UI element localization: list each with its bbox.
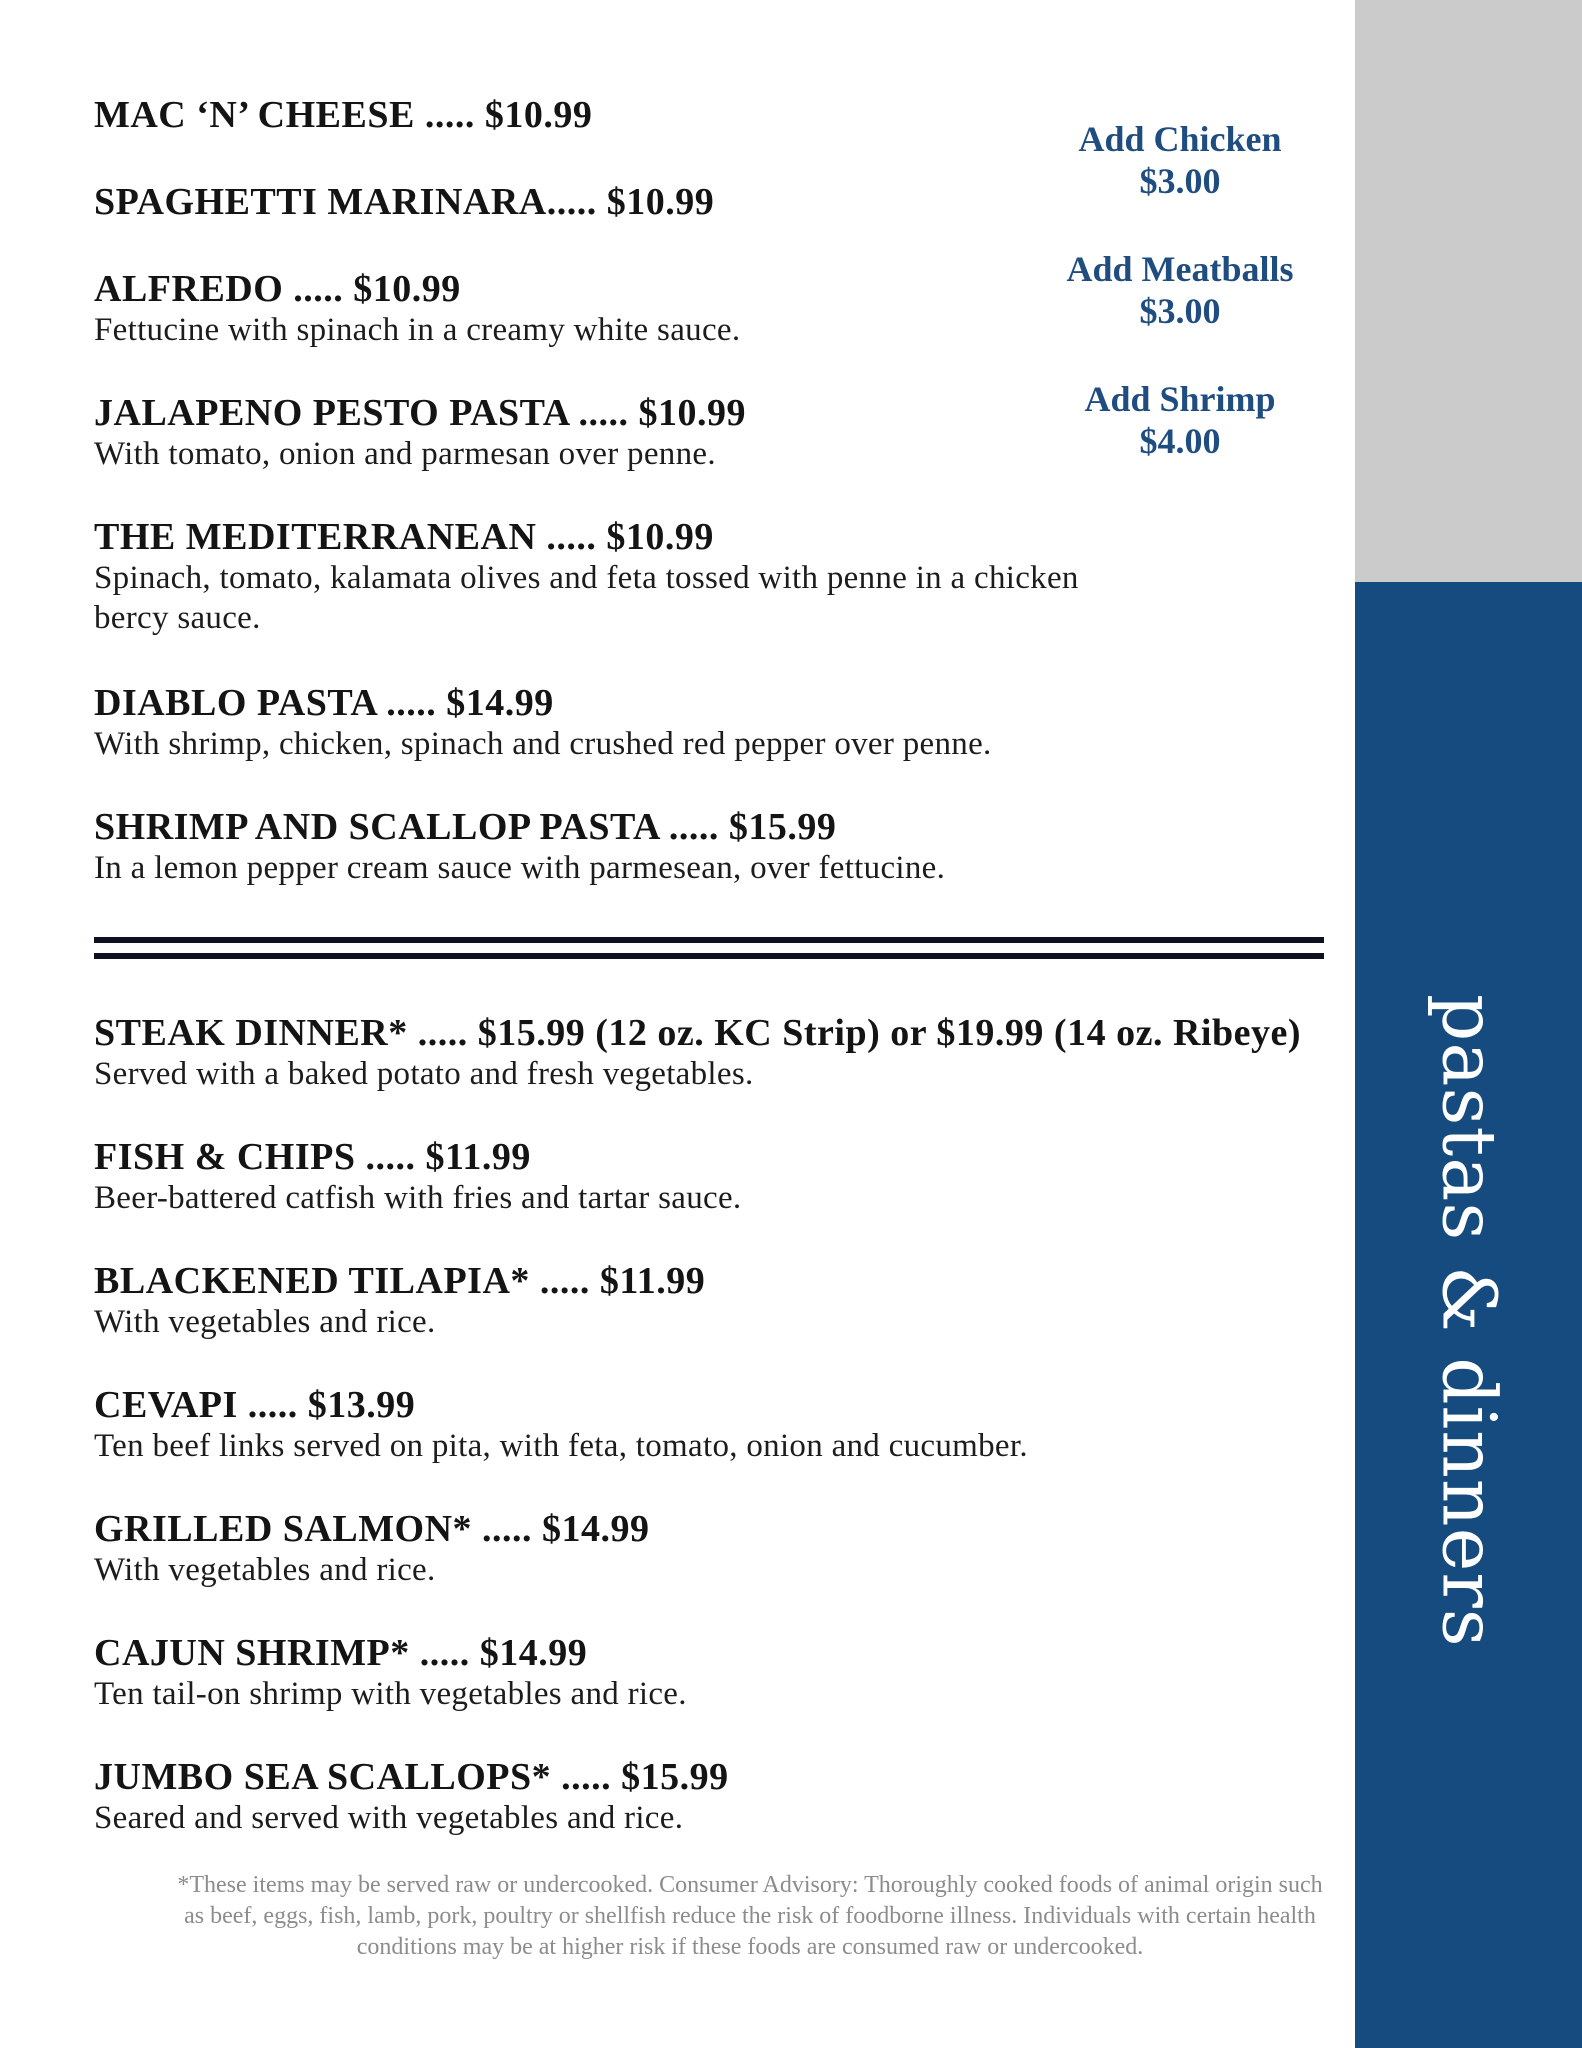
menu-item-description: Fettucine with spinach in a creamy white sauce. <box>94 312 741 348</box>
menu-item-name: CEVAPI ..... $13.99 <box>94 1384 416 1426</box>
menu-item <box>94 806 1344 888</box>
sidebar-top-panel <box>1355 0 1582 582</box>
menu-item-name: THE MEDITERRANEAN ..... $10.99 <box>94 516 714 558</box>
menu-item-name: SPAGHETTI MARINARA..... $10.99 <box>94 181 715 223</box>
menu-item-description: Spinach, tomato, kalamata olives and feta tossed with penne in a chicken bercy sauce. <box>94 560 1079 636</box>
consumer-advisory <box>90 1870 1410 1963</box>
divider-line <box>94 937 1324 943</box>
menu-item-description: With vegetables and rice. <box>94 1304 436 1340</box>
menu-item-description: In a lemon pepper cream sauce with parmesean, over fettucine. <box>94 850 946 886</box>
menu-item-name: JUMBO SEA SCALLOPS* ..... $15.99 <box>94 1756 729 1798</box>
sidebar-title-wrap <box>1355 582 1582 2048</box>
advisory-line: conditions may be at higher risk if these foods are consumed raw or undercooked. <box>356 1934 1144 1960</box>
menu-item-description: Beer-battered catfish with fries and tartar sauce. <box>94 1180 742 1216</box>
menu-item-description: With tomato, onion and parmesan over penne. <box>94 436 716 472</box>
menu-item-name: JALAPENO PESTO PASTA ..... $10.99 <box>94 392 747 434</box>
addon-price: $3.00 <box>1139 291 1221 331</box>
menu-item-description: Served with a baked potato and fresh vegetables. <box>94 1056 754 1092</box>
menu-item-name: DIABLO PASTA ..... $14.99 <box>94 682 554 724</box>
menu-item-name: STEAK DINNER* ..... $15.99 (12 oz. KC Strip) or $19.99 (14 oz. Ribeye) <box>94 1012 1301 1054</box>
menu-item-description: Seared and served with vegetables and rice. <box>94 1800 684 1836</box>
addon-meatballs <box>1040 248 1320 332</box>
menu-item <box>94 1260 1344 1342</box>
menu-item-name: CAJUN SHRIMP* ..... $14.99 <box>94 1632 588 1674</box>
menu-item-name: SHRIMP AND SCALLOP PASTA ..... $15.99 <box>94 806 837 848</box>
advisory-line: *These items may be served raw or undercooked. Consumer Advisory: Thoroughly cooked foods of animal origin such <box>177 1872 1323 1898</box>
menu-item-name: MAC ‘N’ CHEESE ..... $10.99 <box>94 94 593 136</box>
menu-item <box>94 1632 1344 1714</box>
menu-item <box>94 1136 1344 1218</box>
menu-item-name: ALFREDO ..... $10.99 <box>94 268 461 310</box>
addon-shrimp <box>1040 378 1320 462</box>
advisory-line: as beef, eggs, fish, lamb, pork, poultry or shellfish reduce the risk of foodborne illness. Individuals with certain health <box>184 1903 1316 1929</box>
addon-label: Add Shrimp <box>1084 379 1276 419</box>
menu-item-name: FISH & CHIPS ..... $11.99 <box>94 1136 531 1178</box>
menu-item <box>94 1508 1344 1590</box>
section-title: pastas & dinners <box>1425 994 1512 1648</box>
addon-label: Add Chicken <box>1078 119 1282 159</box>
menu-item-description: Ten tail-on shrimp with vegetables and rice. <box>94 1676 687 1712</box>
addon-price: $4.00 <box>1139 421 1221 461</box>
menu-item <box>94 1756 1344 1838</box>
menu-item-name: GRILLED SALMON* ..... $14.99 <box>94 1508 650 1550</box>
menu-item-name: BLACKENED TILAPIA* ..... $11.99 <box>94 1260 706 1302</box>
pasta-addons <box>1040 118 1320 508</box>
menu-item <box>94 1384 1344 1466</box>
menu-item <box>94 682 1344 764</box>
menu-item-description: Ten beef links served on pita, with feta, tomato, onion and cucumber. <box>94 1428 1028 1464</box>
section-divider <box>94 937 1324 961</box>
addon-price: $3.00 <box>1139 161 1221 201</box>
addon-label: Add Meatballs <box>1066 249 1294 289</box>
menu-item-description: With vegetables and rice. <box>94 1552 436 1588</box>
menu-item <box>94 516 1094 638</box>
menu-item <box>94 1012 1344 1094</box>
divider-line <box>94 953 1324 959</box>
menu-item-description: With shrimp, chicken, spinach and crushed red pepper over penne. <box>94 726 992 762</box>
addon-chicken <box>1040 118 1320 202</box>
